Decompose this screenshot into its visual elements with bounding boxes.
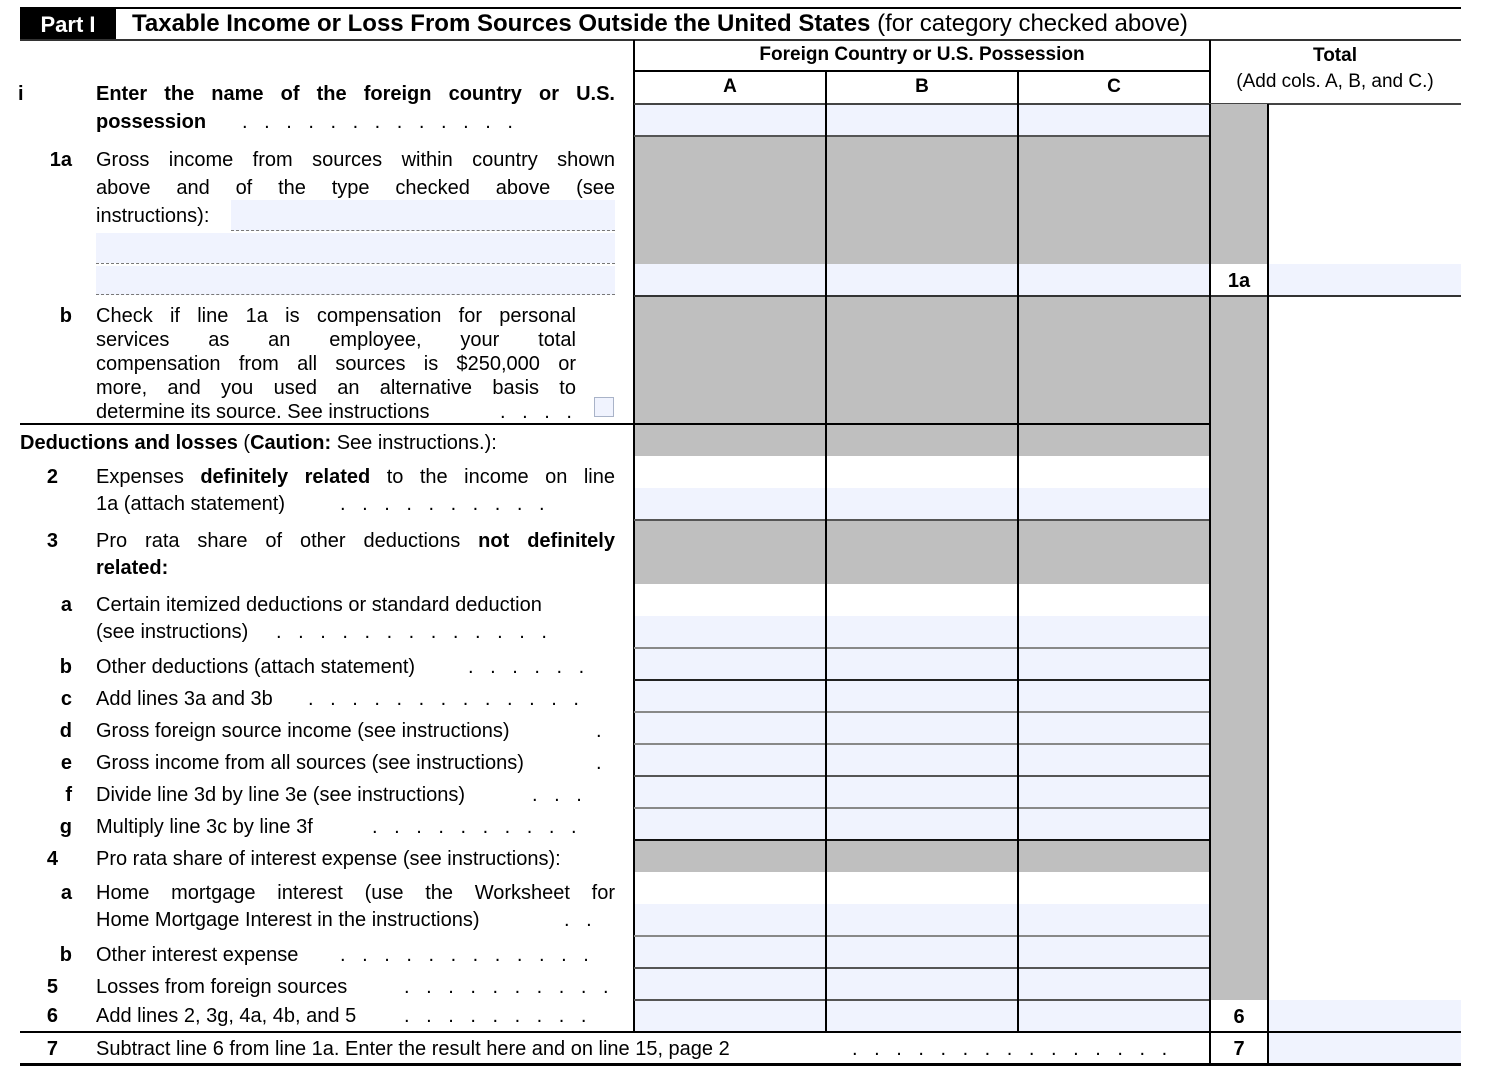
total-header: Total <box>1313 45 1357 66</box>
line-7-leader: . . . . . . . . . . . . . . . <box>852 1038 1168 1060</box>
line-3b-a-input[interactable] <box>635 649 826 679</box>
bottom-rule <box>20 1063 1461 1066</box>
line-1a-label-3: instructions): <box>96 205 210 227</box>
col-bc-divider <box>1017 71 1019 1032</box>
line-1b-label-2: services as an employee, your total <box>96 329 576 351</box>
line-4a-leader: . . <box>564 909 592 931</box>
line-3b-leader: . . . . . . <box>468 656 585 678</box>
deductions-heading-bold: Deductions and losses <box>20 432 238 454</box>
line-2-b-input[interactable] <box>827 488 1018 519</box>
line-3c-number: c <box>60 688 72 710</box>
line-3b-c-input[interactable] <box>1019 649 1210 679</box>
column-b-header: B <box>915 76 929 97</box>
line-3c-a-input[interactable] <box>635 681 826 711</box>
line-3a-label-2: (see instructions) <box>96 621 249 643</box>
line-7-box-label: 7 <box>1233 1038 1245 1060</box>
line-4b-b-input[interactable] <box>827 937 1018 967</box>
line-2-bold: definitely related <box>200 466 371 488</box>
shaded-area <box>635 425 1210 456</box>
line-1b-label: Check if line 1a is compensation for personal <box>96 305 576 327</box>
line-7-total-input[interactable] <box>1269 1033 1461 1063</box>
line-3d-c-input[interactable] <box>1019 713 1210 743</box>
line-1a-number: 1a <box>49 149 72 171</box>
line-3f-label: Divide line 3d by line 3e (see instructions) <box>96 784 466 806</box>
line-3e-label: Gross income from all sources (see instructions) <box>96 752 524 774</box>
line-4b-leader: . . . . . . . . . . . . <box>340 944 589 966</box>
total-linenum-shaded <box>1210 104 1268 264</box>
line-3f-a-input[interactable] <box>635 777 826 807</box>
line-4a-a-input[interactable] <box>635 904 826 935</box>
line-3d-b-input[interactable] <box>827 713 1018 743</box>
line-3a-a-input[interactable] <box>635 616 826 647</box>
line-3-label-2: related: <box>96 557 169 579</box>
part-title-bold: Taxable Income or Loss From Sources Outside the United States <box>132 10 871 37</box>
line-5-label: Losses from foreign sources <box>96 976 348 998</box>
column-a-header: A <box>723 76 737 97</box>
line-7-label: Subtract line 6 from line 1a. Enter the result here and on line 15, page 2 <box>96 1038 730 1060</box>
shaded-area <box>635 841 1210 872</box>
country-name-b-input[interactable] <box>827 105 1018 135</box>
line-3g-leader: . . . . . . . . . . <box>372 816 577 838</box>
line-1a-a-input[interactable] <box>635 264 826 296</box>
country-name-a-input[interactable] <box>635 105 826 135</box>
line-3g-a-input[interactable] <box>635 809 826 839</box>
country-name-c-input[interactable] <box>1019 105 1210 135</box>
line-1a-box-label: 1a <box>1227 270 1251 292</box>
line-1b-label-5: determine its source. See instructions <box>96 401 430 423</box>
line-3a-b-input[interactable] <box>827 616 1018 647</box>
line-6-b-input[interactable] <box>827 1001 1018 1031</box>
caution-label: Caution: <box>250 432 332 454</box>
total-subheader: (Add cols. A, B, and C.) <box>1236 71 1434 92</box>
line-4-number: 4 <box>46 848 58 870</box>
line-4b-number: b <box>59 944 72 966</box>
line-3a-number: a <box>60 594 72 616</box>
line-3a-c-input[interactable] <box>1019 616 1210 647</box>
blank-area <box>635 584 1210 616</box>
caution-text: See instructions.): <box>331 432 497 454</box>
line-5-number: 5 <box>46 976 58 998</box>
shaded-area <box>635 297 1210 423</box>
dashed-rule <box>231 230 615 231</box>
line-i-leader: . . . . . . . . . . . . . <box>242 111 513 133</box>
line-i-number: i <box>18 83 24 105</box>
header-bottom-rule <box>20 39 1461 41</box>
line-4b-c-input[interactable] <box>1019 937 1210 967</box>
line-4b-a-input[interactable] <box>635 937 826 967</box>
line-3d-leader: . <box>596 720 602 742</box>
line-3-number: 3 <box>46 530 58 552</box>
line-3g-label: Multiply line 3c by line 3f <box>96 816 313 838</box>
line-3b-b-input[interactable] <box>827 649 1018 679</box>
dashed-rule <box>96 263 615 264</box>
line-3b-number: b <box>59 656 72 678</box>
line-1b-leader: . . . . <box>500 401 572 423</box>
total-linenum-shaded <box>1210 297 1268 1000</box>
blank-area <box>635 872 1210 904</box>
line-1a-description-input-1[interactable] <box>231 200 615 231</box>
line-2-pre: Expenses <box>96 466 201 488</box>
linenum-right-border <box>1267 104 1269 1064</box>
line-6-total-input[interactable] <box>1269 1000 1461 1031</box>
line-6-a-input[interactable] <box>635 1001 826 1031</box>
top-rule <box>20 7 1461 9</box>
line-2-c-input[interactable] <box>1019 488 1210 519</box>
line-3b-label: Other deductions (attach statement) <box>96 656 416 678</box>
line-3c-label: Add lines 3a and 3b <box>96 688 273 710</box>
line-5-c-input[interactable] <box>1019 969 1210 999</box>
line-1a-c-input[interactable] <box>1019 264 1210 296</box>
line-3e-a-input[interactable] <box>635 745 826 775</box>
line-7-number: 7 <box>46 1038 58 1060</box>
col-c-right-border <box>1209 104 1211 1064</box>
line-3d-label: Gross foreign source income (see instructions) <box>96 720 510 742</box>
line-3a-leader: . . . . . . . . . . . . . <box>276 621 547 643</box>
line-3f-number: f <box>65 784 72 806</box>
line-3a-label: Certain itemized deductions or standard deduction <box>96 594 542 616</box>
line-4-label: Pro rata share of interest expense (see instructions): <box>96 848 561 870</box>
line-2-a-input[interactable] <box>635 488 826 519</box>
line-2-post: to the income on line <box>370 466 615 488</box>
line-5-b-input[interactable] <box>827 969 1018 999</box>
line-1a-label-2: above and of the type checked above (see <box>96 177 615 199</box>
line-3d-number: d <box>59 720 72 742</box>
line-3c-leader: . . . . . . . . . . . . . <box>308 688 579 710</box>
line-2-label-2: 1a (attach statement) <box>96 493 285 515</box>
line-4a-c-input[interactable] <box>1019 904 1210 935</box>
line-5-leader: . . . . . . . . . . <box>404 976 609 998</box>
line-i-label-2: possession <box>96 111 207 133</box>
line-3g-b-input[interactable] <box>827 809 1018 839</box>
line-3f-leader: . . . <box>532 784 582 806</box>
line-1b-checkbox[interactable] <box>594 397 614 417</box>
line-1b-number: b <box>59 305 72 327</box>
line-4a-label: Home mortgage interest (use the Worksheet for <box>96 882 615 904</box>
line-2-number: 2 <box>46 466 58 488</box>
line-3g-number: g <box>59 816 72 838</box>
line-1a-description-input-3[interactable] <box>96 266 615 295</box>
part-title <box>132 10 1188 38</box>
line-3d-a-input[interactable] <box>635 713 826 743</box>
shaded-area <box>635 521 1210 584</box>
line-6-box-label: 6 <box>1233 1006 1245 1028</box>
line-3c-c-input[interactable] <box>1019 681 1210 711</box>
line-4a-label-2: Home Mortgage Interest in the instructions) <box>96 909 480 931</box>
line-1a-label: Gross income from sources within country shown <box>96 149 615 171</box>
line-3-bold: not definitely <box>478 530 615 552</box>
deductions-paren: ( <box>237 432 251 454</box>
line-3f-c-input[interactable] <box>1019 777 1210 807</box>
line-3-pre: Pro rata share of other deductions <box>96 530 479 552</box>
line-4b-label: Other interest expense <box>96 944 299 966</box>
line-1a-b-input[interactable] <box>827 264 1018 296</box>
column-group-rule <box>634 70 1210 72</box>
line-3e-c-input[interactable] <box>1019 745 1210 775</box>
deductions-heading <box>20 431 497 455</box>
line-3e-number: e <box>60 752 72 774</box>
line-3g-c-input[interactable] <box>1019 809 1210 839</box>
line-3e-leader: . <box>596 752 602 774</box>
blank-area <box>635 456 1210 488</box>
line-1b-label-3: compensation from all sources is $250,000 or <box>96 353 576 375</box>
line-6-c-input[interactable] <box>1019 1001 1210 1031</box>
dashed-rule <box>96 294 615 295</box>
line-3e-b-input[interactable] <box>827 745 1018 775</box>
line-3-label <box>96 529 615 553</box>
line-2-label <box>96 465 615 489</box>
line-6-number: 6 <box>46 1005 58 1027</box>
column-group-header: Foreign Country or U.S. Possession <box>759 44 1085 65</box>
line-4a-number: a <box>60 882 72 904</box>
line-2-leader: . . . . . . . . . . <box>340 493 545 515</box>
row-rule <box>20 1031 1461 1033</box>
line-3c-b-input[interactable] <box>827 681 1018 711</box>
line-6-label: Add lines 2, 3g, 4a, 4b, and 5 <box>96 1005 357 1027</box>
line-1a-description-input-2[interactable] <box>96 233 615 263</box>
line-5-a-input[interactable] <box>635 969 826 999</box>
part-title-normal: (for category checked above) <box>870 10 1188 37</box>
line-1a-total-input[interactable] <box>1269 264 1461 295</box>
line-4a-b-input[interactable] <box>827 904 1018 935</box>
column-c-header: C <box>1107 76 1121 97</box>
line-3f-b-input[interactable] <box>827 777 1018 807</box>
part-label: Part I <box>20 9 116 40</box>
line-i-label: Enter the name of the foreign country or U.S. <box>96 83 615 105</box>
line-6-leader: . . . . . . . . . <box>404 1005 587 1027</box>
line-1b-label-4: more, and you used an alternative basis to <box>96 377 576 399</box>
col-ab-divider <box>825 71 827 1032</box>
shaded-area <box>635 137 1210 264</box>
